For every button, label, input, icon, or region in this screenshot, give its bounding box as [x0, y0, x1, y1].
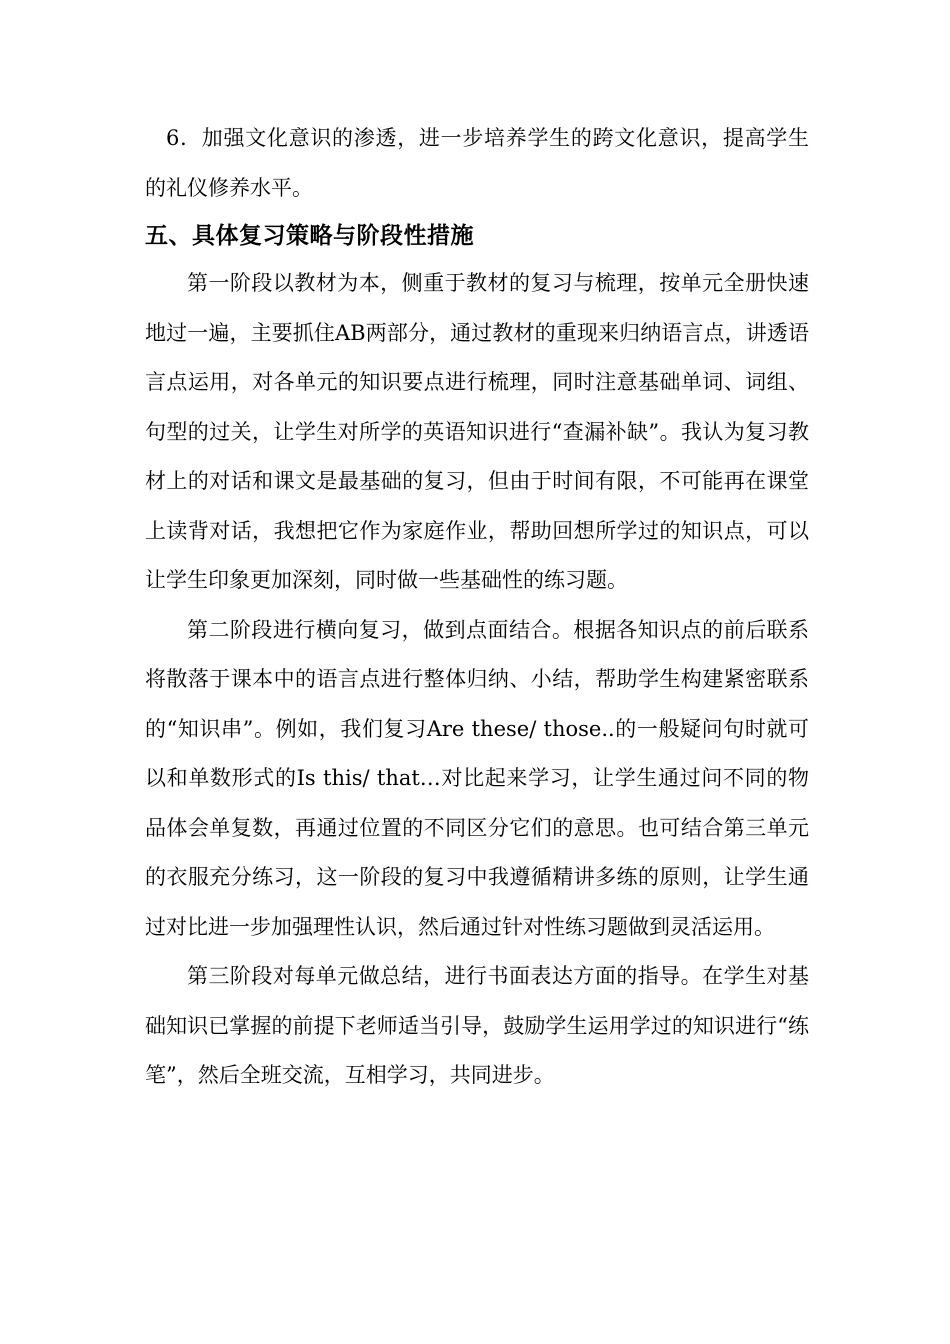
section-heading: 五、具体复习策略与阶段性措施 [145, 223, 474, 249]
document-body [145, 114, 809, 1101]
paragraph-stage-1: 第一阶段以教材为本，侧重于教材的复习与梳理，按单元全册快速地过一遍，主要抓住AB两部分，通过教材的重现来归纳语言点，讲透语言点运用，对各单元的知识要点进行梳理，同时注意基础单词、词组、句型的过关，让学生对所学的英语知识进行“查漏补缺”。我认为复习教材上的对话和课文是最基础的复习，但由于时间有限，不可能再在课堂上读背对话，我想把它作为家庭作业，帮助回想所学过的知识点，可以让学生印象更加深刻，同时做一些基础性的练习题。 [145, 271, 809, 592]
paragraph-stage-2: 第二阶段进行横向复习，做到点面结合。根据各知识点的前后联系将散落于课本中的语言点进行整体归纳、小结，帮助学生构建紧密联系的“知识串”。例如，我们复习Are these/ those..的一般疑问句时就可以和单数形式的Is this/ that…对比起来学习，让学生通过问不同的物品体会单复数，再通过位置的不同区分它们的意思。也可结合第三单元的衣服充分练习，这一阶段的复习中我遵循精讲多练的原则，让学生通过对比进一步加强理性认识，然后通过针对性练习题做到灵活运用。 [145, 617, 809, 939]
list-item-6: 6．加强文化意识的渗透，进一步培养学生的跨文化意识，提高学生的礼仪修养水平。 [145, 126, 809, 200]
paragraph-stage-3: 第三阶段对每单元做总结，进行书面表达方面的指导。在学生对基础知识已掌握的前提下老师适当引导，鼓励学生运用学过的知识进行“练笔”，然后全班交流，互相学习，共同进步。 [145, 964, 809, 1087]
